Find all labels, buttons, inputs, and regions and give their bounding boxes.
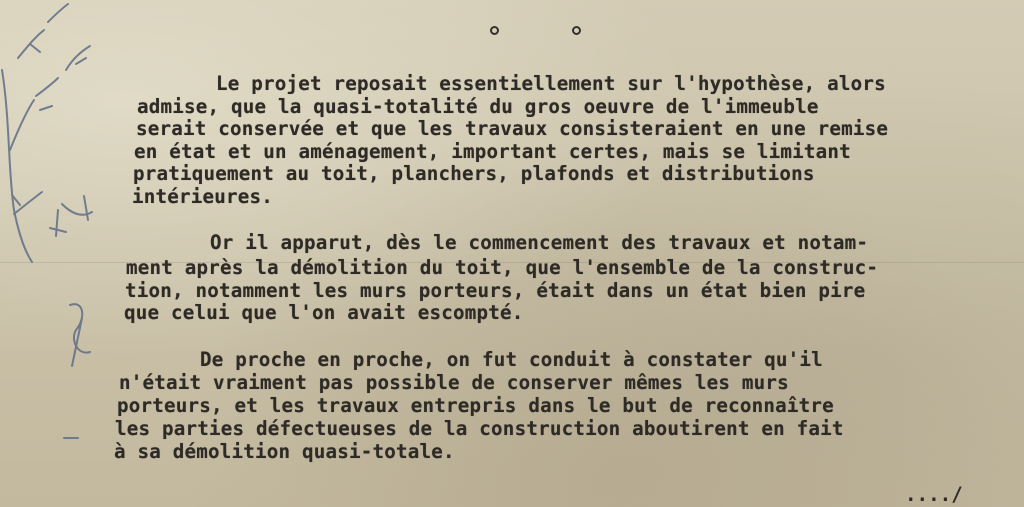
- paragraph-1-line-4: en état et un aménagement, important certes, mais se limitant: [134, 140, 851, 163]
- continuation-mark: ..../: [905, 483, 963, 506]
- section-separator: [490, 26, 590, 42]
- paragraph-3-line-3: porteurs, et les travaux entrepris dans le but de reconnaître: [117, 394, 834, 417]
- separator-circle-right: [572, 26, 581, 35]
- paragraph-1-line-3: serait conservée et que les travaux consisteraient en une remise: [136, 117, 889, 140]
- paragraph-3-line-1: De proche en proche, on fut conduit à constater qu'il: [200, 348, 823, 371]
- paragraph-1-line-5: pratiquement au toit, planchers, plafonds et distributions: [133, 162, 815, 185]
- paragraph-3-line-2: n'était vraiment pas possible de conserver mêmes les murs: [119, 371, 789, 394]
- paragraph-3-line-5: à sa démolition quasi-totale.: [114, 440, 455, 463]
- paragraph-2-line-1: Or il apparut, dès le commencement des travaux et notam-: [210, 231, 869, 254]
- paragraph-3-line-4: les parties défectueuses de la construction aboutirent en fait: [115, 417, 844, 440]
- paragraph-2-line-2: ment après la démolition du toit, que l'ensemble de la construc-: [126, 256, 879, 279]
- paragraph-1-line-2: admise, que la quasi-totalité du gros oeuvre de l'immeuble: [137, 95, 819, 118]
- paragraph-1-line-6: intérieures.: [132, 185, 274, 208]
- handwritten-margin-notes: [0, 0, 120, 507]
- paragraph-2-line-3: tion, notamment les murs porteurs, était dans un état bien pire: [125, 279, 866, 302]
- paragraph-1-line-1: Le projet reposait essentiellement sur l'hypothèse, alors: [216, 72, 886, 95]
- paragraph-2-line-4: que celui que l'on avait escompté.: [124, 301, 524, 324]
- separator-circle-left: [490, 26, 499, 35]
